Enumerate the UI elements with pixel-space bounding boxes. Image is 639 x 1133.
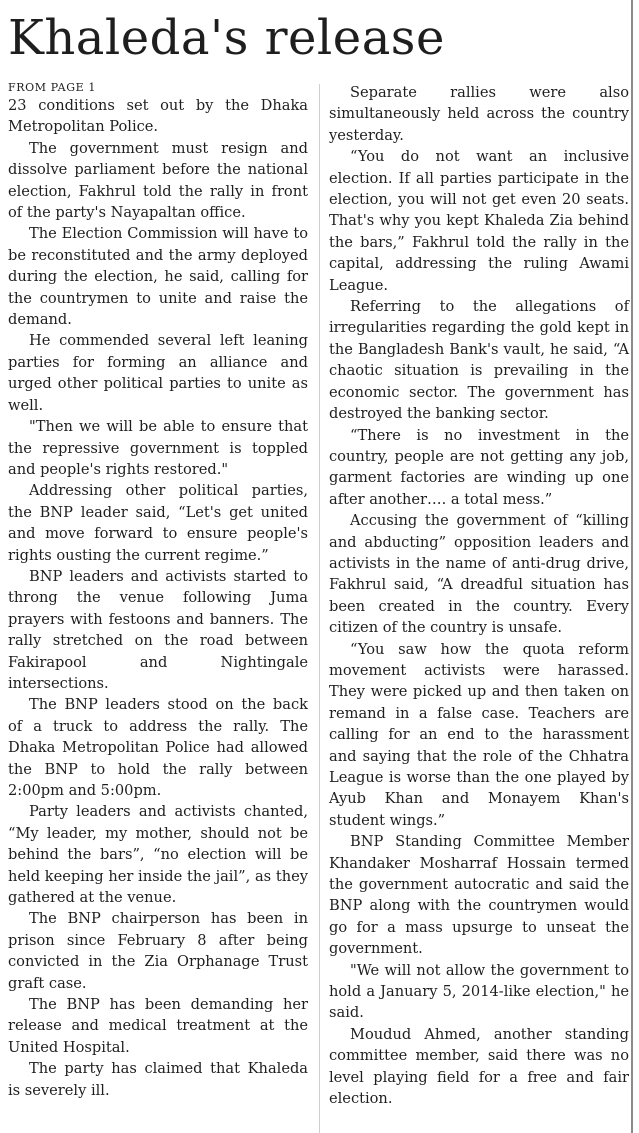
paragraph: "Then we will be able to ensure that the repressive government is toppled and people's rights restored." [8, 418, 308, 478]
paragraph: Moudud Ahmed, another standing committee member, said there was no level playing field for a free and fair election. [329, 1025, 629, 1108]
paragraph: Referring to the allegations of irregularities regarding the gold kept in the Bangladesh Bank's vault, he said, “A chaotic situation is prevailing in the economic sector. The government has destroyed the banking sector. [329, 298, 629, 423]
right-column [329, 82, 629, 1110]
paragraph: The government must resign and dissolve parliament before the national election, Fakhrul told the rally in front of the party's Nayapaltan office. [8, 139, 308, 222]
paragraph: “You do not want an inclusive election. If all parties participate in the election, you will not get even 20 seats. That's why you kept Khaleda Zia behind the bars,” Fakhrul told the rally in the capital, addressing the ruling Awami League. [329, 148, 629, 294]
paragraph: BNP leaders and activists started to throng the venue following Juma prayers with festoons and banners. The rally stretched on the road between Fakirapool and Nightingale intersections. [8, 567, 308, 692]
left-column [8, 80, 308, 1101]
paragraph: Accusing the government of “killing and abducting” opposition leaders and activists in the name of anti-drug drive, Fakhrul said, “A dreadful situation has been created in the country. Every citizen of the country is unsafe. [329, 512, 629, 637]
paragraph: “You saw how the quota reform movement activists were harassed. They were picked up and then taken on remand in a false case. Teachers are calling for an end to the harassment and saying that the role of the Chhatra League is worse than the one played by Ayub Khan and Monayem Khan's student wings.” [329, 640, 629, 829]
paragraph: The Election Commission will have to be reconstituted and the army deployed during the election, he said, calling for the countrymen to unite and raise the demand. [8, 225, 308, 329]
paragraph: "We will not allow the government to hold a January 5, 2014-like election," he said. [329, 961, 629, 1022]
headline: Khaleda's release [8, 10, 445, 66]
paragraph: The party has claimed that Khaleda is severely ill. [8, 1060, 308, 1099]
paragraph: The BNP leaders stood on the back of a truck to address the rally. The Dhaka Metropolitan Police had allowed the BNP to hold the rally between 2:00pm and 5:00pm. [8, 696, 308, 799]
paragraph: The BNP chairperson has been in prison since February 8 after being convicted in the Zia Orphanage Trust graft case. [8, 910, 308, 992]
paragraph: Separate rallies were also simultaneously held across the country yesterday. [329, 84, 629, 144]
paragraph: The BNP has been demanding her release and medical treatment at the United Hospital. [8, 996, 308, 1056]
paragraph: Party leaders and activists chanted, “My leader, my mother, should not be behind the bars”, “no election will be held keeping her inside the jail”, as they gathered at the venue. [8, 803, 308, 907]
paragraph: “There is no investment in the country, people are not getting any job, garment factories are winding up one after another…. a total mess.” [329, 426, 629, 508]
paragraph: Addressing other political parties, the BNP leader said, “Let's get united and move forward to ensure people's rights ousting the current regime.” [8, 482, 308, 564]
page-edge [631, 0, 633, 1133]
paragraph: BNP Standing Committee Member Khandaker Mosharraf Hossain termed the government autocratic and said the BNP along with the countrymen would go for a mass upsurge to unseat the government. [329, 833, 629, 958]
paragraph: He commended several left leaning parties for forming an alliance and urged other political parties to unite as well. [8, 332, 308, 414]
column-divider [319, 84, 320, 1133]
paragraph: 23 conditions set out by the Dhaka Metropolitan Police. [8, 97, 308, 136]
dateline: FROM PAGE 1 [8, 81, 96, 94]
